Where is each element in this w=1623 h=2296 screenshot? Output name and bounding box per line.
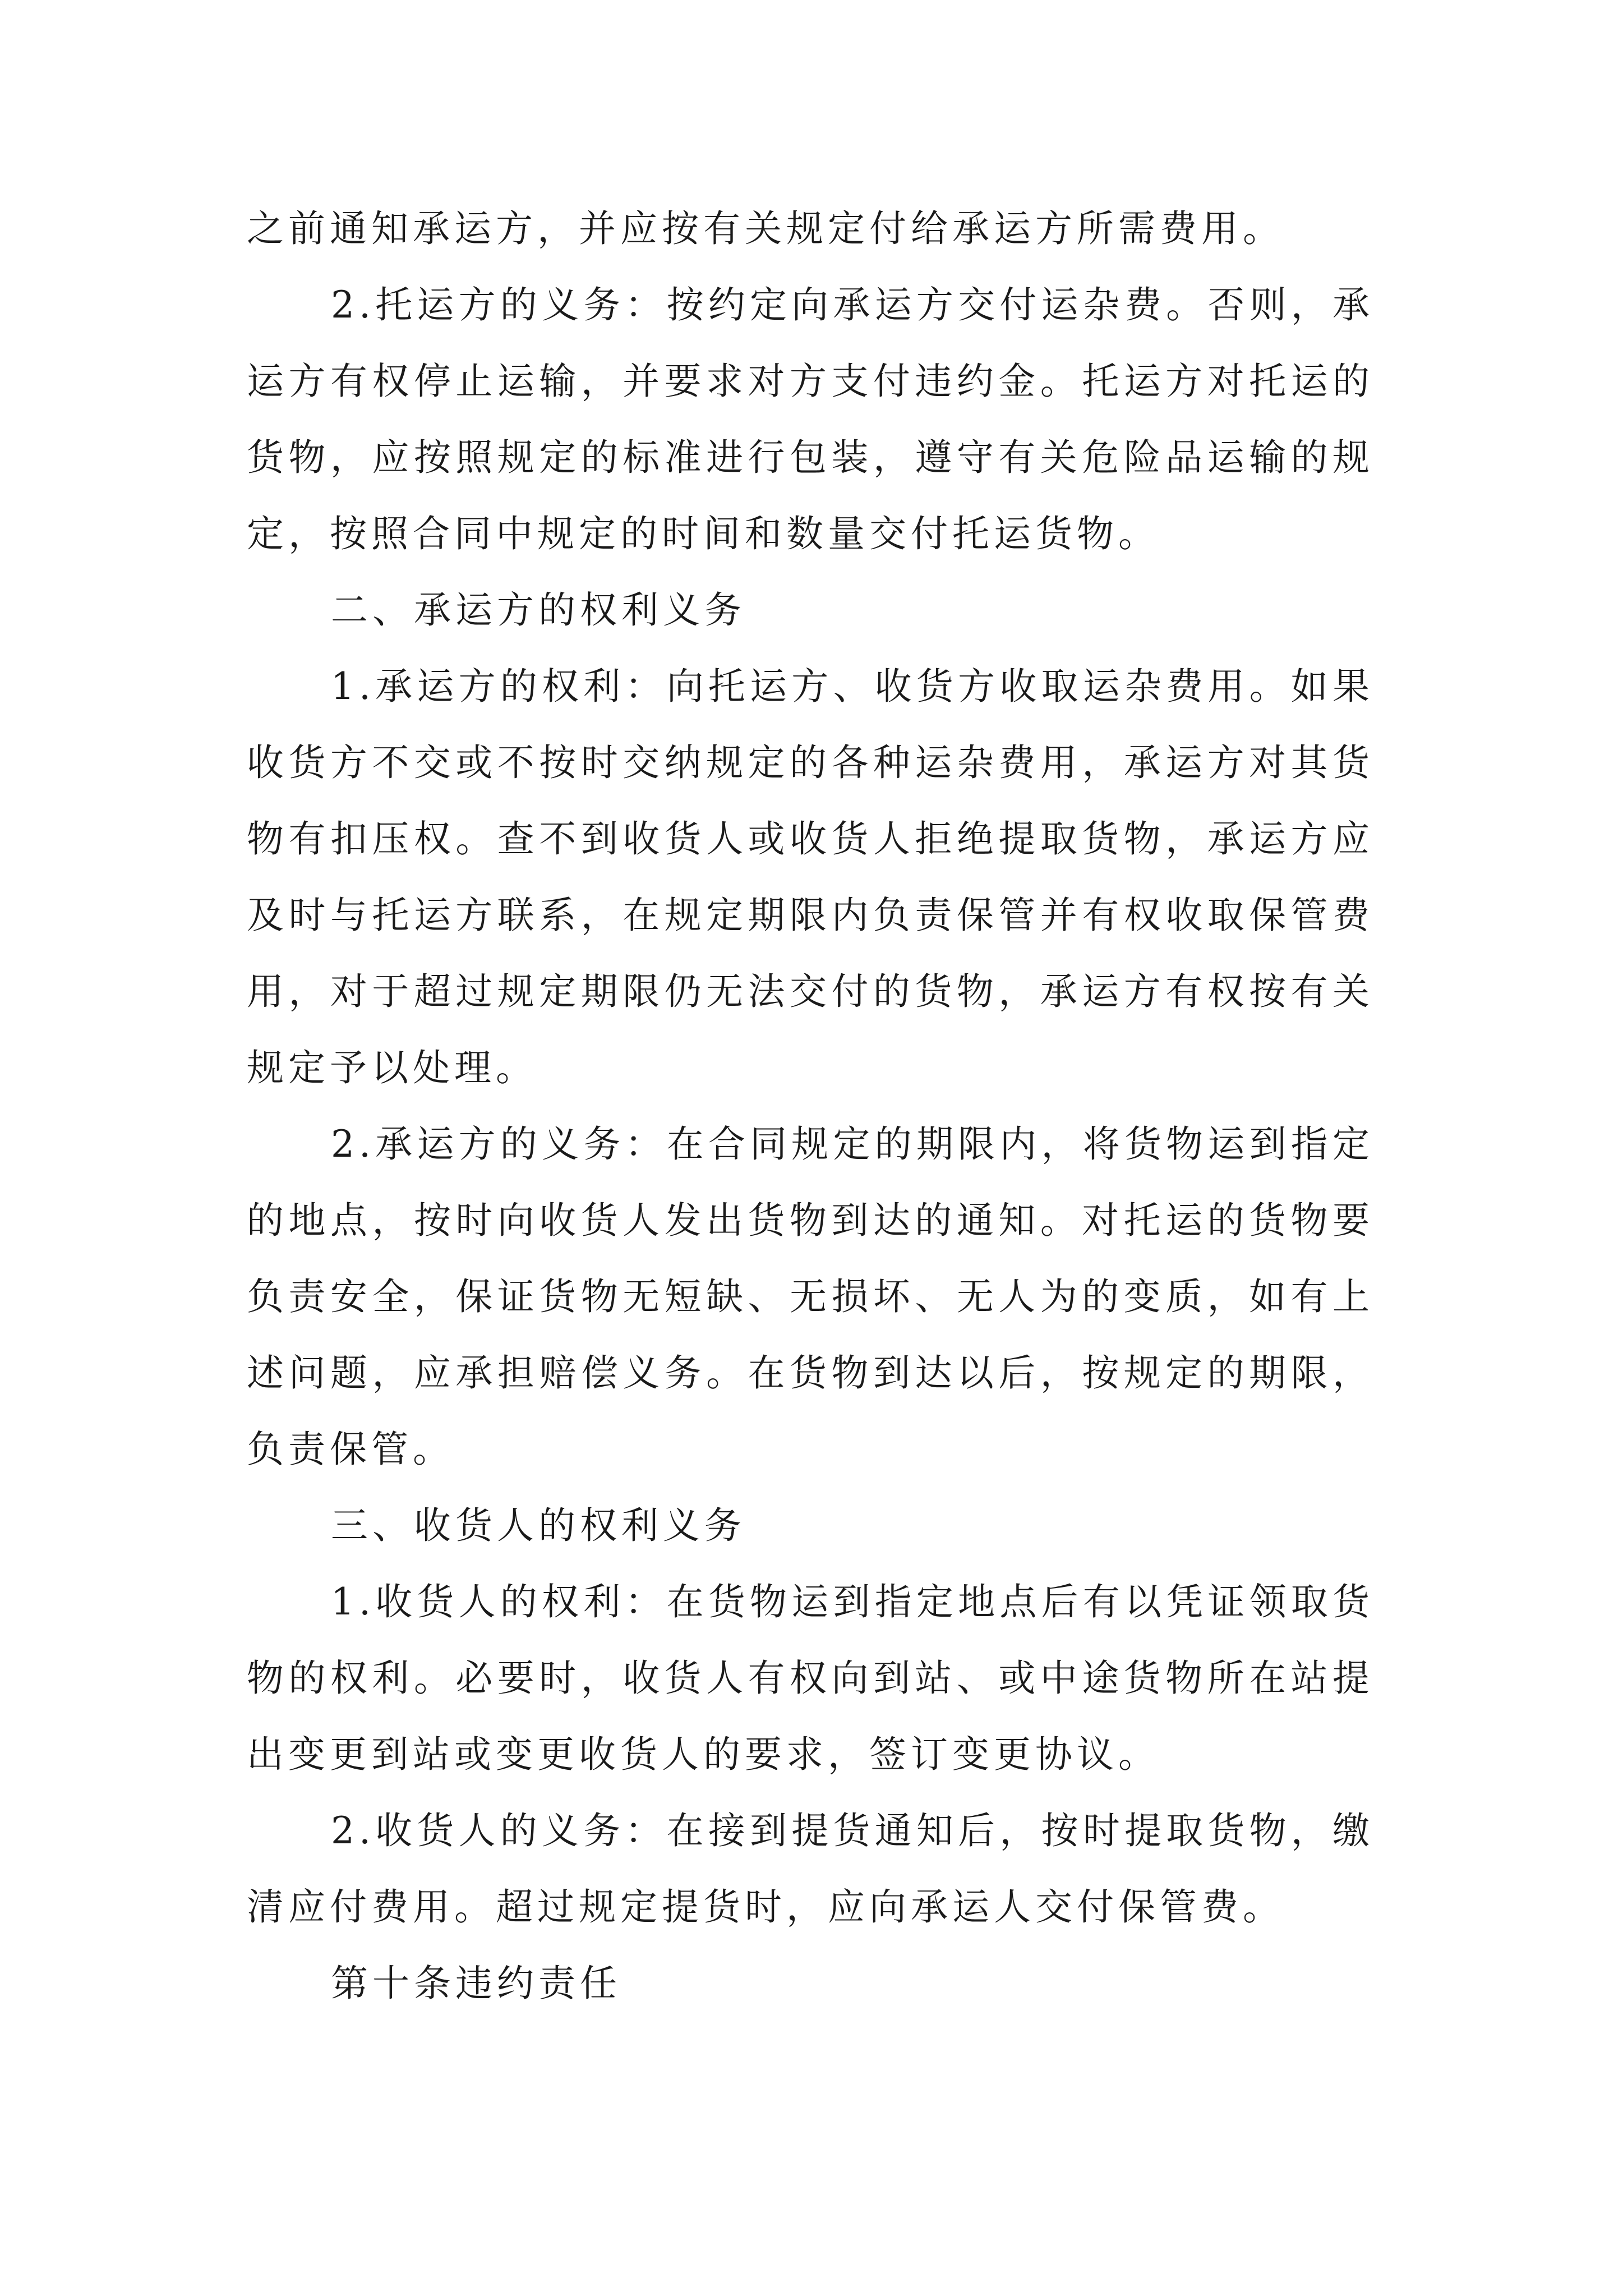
paragraph-carrier-obligations: 2.承运方的义务：在合同规定的期限内，将货物运到指定的地点，按时向收货人发出货物到达的通知。对托运的货物要负责安全，保证货物无短缺、无损坏、无人为的变质，如有上述问题，应承担赔偿义务。在货物到达以后，按规定的期限，负责保管。 [247,1122,1374,1471]
paragraph-continuation: 之前通知承运方，并应按有关规定付给承运方所需费用。 [247,207,1284,250]
document-body [247,191,1374,2022]
paragraph-shipper-obligations: 2.托运方的义务：按约定向承运方交付运杂费。否则，承运方有权停止运输，并要求对方支付违约金。托运方对托运的货物，应按照规定的标准进行包装，遵守有关危险品运输的规定，按照合同中规定的时间和数量交付托运货物。 [247,283,1374,555]
article-heading-liability: 第十条违约责任 [331,1962,621,2005]
section-heading-carrier: 二、承运方的权利义务 [331,588,746,632]
paragraph-consignee-obligations: 2.收货人的义务：在接到提货通知后，按时提取货物，缴清应付费用。超过规定提货时，应向承运人交付保管费。 [247,1809,1374,1929]
paragraph-carrier-rights: 1.承运方的权利：向托运方、收货方收取运杂费用。如果收货方不交或不按时交纳规定的各种运杂费用，承运方对其货物有扣压权。查不到收货人或收货人拒绝提取货物，承运方应及时与托运方联系，在规定期限内负责保管并有权收取保管费用，对于超过规定期限仍无法交付的货物，承运方有权按有关规定予以处理。 [247,665,1374,1089]
paragraph-consignee-rights: 1.收货人的权利：在货物运到指定地点后有以凭证领取货物的权利。必要时，收货人有权向到站、或中途货物所在站提出变更到站或变更收货人的要求，签订变更协议。 [247,1580,1374,1776]
section-heading-consignee: 三、收货人的权利义务 [331,1504,746,1547]
